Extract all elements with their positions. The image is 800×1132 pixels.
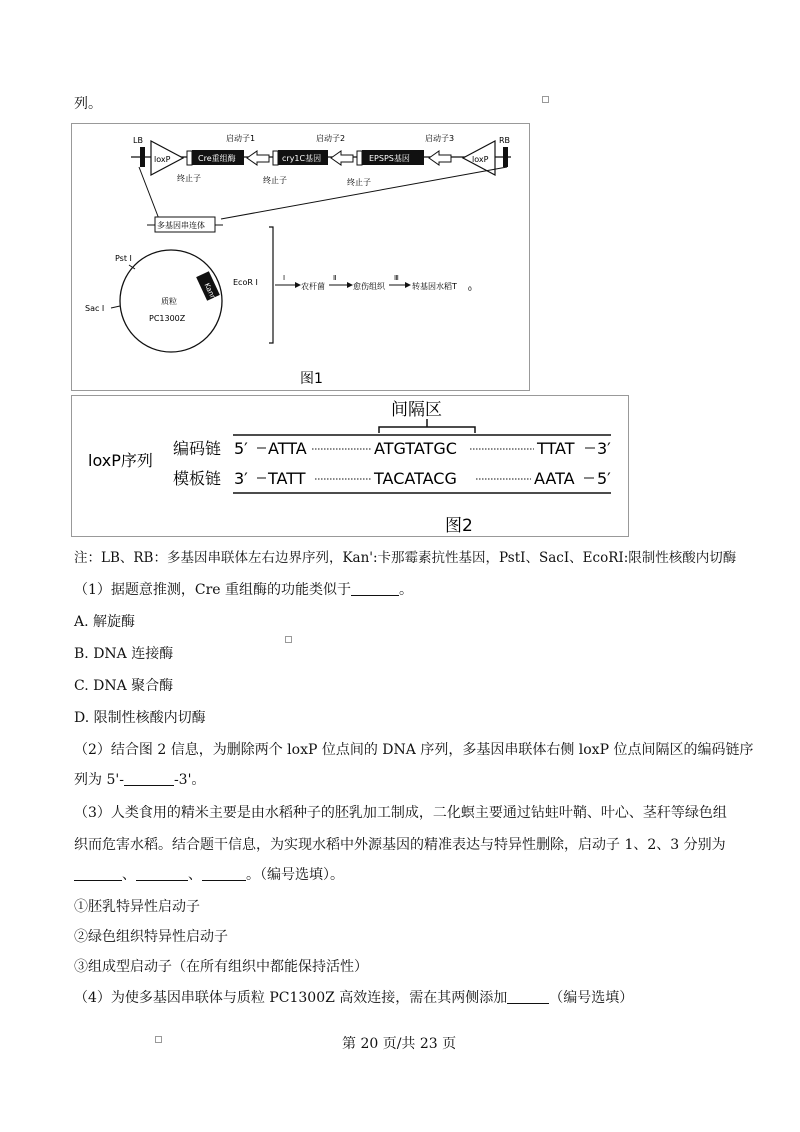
question-1-end: 。 [399, 582, 414, 598]
terminator3-label: 终止子 [347, 178, 371, 187]
agro-label: 农杆菌 [301, 282, 325, 291]
lb-label: LB [133, 136, 143, 145]
rice-subscript: 0 [468, 286, 472, 293]
plasmid-label-2: PC1300Z [149, 314, 186, 323]
promoter1-label: 启动子1 [226, 134, 256, 143]
question-3-end: 。（编号选填）。 [246, 867, 344, 883]
page-footer: 第 20 页/共 23 页 [342, 1036, 457, 1052]
answer-blank-3c[interactable] [202, 866, 246, 881]
question-2-prefix: 列为 5'- [74, 772, 124, 788]
question-4 [74, 988, 633, 1008]
rb-box [503, 147, 508, 167]
coding-seq-b: ATGTATGC [374, 439, 457, 458]
answer-blank-2[interactable] [124, 771, 174, 786]
coding-seq-c: TTAT [537, 439, 575, 458]
question-3-line-2: 织而危害水稻。结合题干信息，为实现水稻中外源基因的精准表达与特异性删除，启动子 1、2、3 分别为 [74, 837, 726, 853]
template-seq-c: AATA [534, 469, 575, 488]
coding-seq-a: ATTA [268, 439, 307, 458]
corner-mark-top [542, 96, 549, 103]
step3-label: Ⅲ [394, 274, 399, 282]
step2-label: Ⅱ [333, 274, 337, 282]
figure-2-diagram [71, 395, 629, 537]
template-3p: 3′ [234, 469, 248, 488]
top-fragment: 列。 [74, 96, 102, 112]
tandem-label: 多基因串连体 [157, 221, 205, 230]
question-2-line-2 [74, 770, 205, 790]
rb-label: RB [499, 136, 511, 145]
figure-1-diagram [71, 123, 530, 391]
option-a: A. 解旋酶 [74, 614, 136, 630]
psti-label: Pst Ⅰ [115, 254, 132, 263]
answer-blank-3a[interactable] [74, 866, 122, 881]
answer-blank-1[interactable] [351, 581, 399, 596]
ecori-label: EcoR Ⅰ [233, 278, 258, 287]
question-4-text: （4）为使多基因串联体与质粒 PC1300Z 高效连接，需在其两侧添加 [74, 990, 508, 1006]
question-4-end: （编号选填） [549, 990, 634, 1006]
interval-label: 间隔区 [391, 400, 442, 420]
rice-label: 转基因水稻T [412, 282, 457, 291]
loxp-right-label: loxP [472, 155, 489, 164]
question-1 [74, 580, 413, 600]
option-b: B. DNA 连接酶 [74, 646, 174, 662]
option-d: D. 限制性核酸内切酶 [74, 710, 206, 726]
template-seq-b: TACATACG [374, 469, 457, 488]
cre-label: Cre重组酶 [198, 154, 236, 163]
coding-5p: 5′ [234, 439, 248, 458]
kan-label: Kanr [202, 281, 217, 300]
question-2-line-1: （2）结合图 2 信息，为删除两个 loxP 位点间的 DNA 序列，多基因串联体右侧 loxP 位点间隔区的编码链序 [74, 742, 754, 758]
fig1-caption: 图1 [300, 371, 323, 387]
lb-box [140, 147, 145, 167]
answer-blank-4[interactable] [507, 989, 549, 1004]
option-c: C. DNA 聚合酶 [74, 678, 174, 694]
promoter2-label: 启动子2 [316, 134, 346, 143]
epsps-label: EPSPS基因 [369, 154, 410, 163]
terminator2-label: 终止子 [263, 176, 287, 185]
answer-blank-3b[interactable] [136, 866, 188, 881]
terminator3-box [357, 151, 362, 165]
terminator2-box [273, 151, 278, 165]
figure-1 [71, 123, 530, 391]
question-3-line-3 [74, 865, 344, 885]
plasmid-label-1: 质粒 [161, 297, 177, 306]
template-strand-label: 模板链 [173, 469, 222, 488]
fig2-caption: 图2 [445, 516, 473, 536]
saci-label: Sac Ⅰ [85, 304, 105, 313]
terminator1-box [187, 151, 192, 165]
question-3-line-1: （3）人类食用的精米主要是由水稻种子的胚乳加工制成，二化螟主要通过钻蛀叶鞘、叶心、茎秆等绿色组 [74, 805, 727, 821]
question-2-suffix: -3'。 [173, 772, 206, 788]
terminator1-label: 终止子 [177, 174, 201, 183]
loxp-seq-label: loxP序列 [88, 451, 153, 470]
coding-3p: 3′ [597, 439, 611, 458]
corner-mark-mid [285, 636, 292, 643]
question-1-text: （1）据题意推测，Cre 重组酶的功能类似于 [74, 582, 352, 598]
corner-mark-bottom [155, 1036, 162, 1043]
cry-label: cry1C基因 [282, 154, 322, 163]
promoter3-label: 启动子3 [425, 134, 455, 143]
choice-1: ①胚乳特异性启动子 [74, 899, 200, 915]
choice-3: ③组成型启动子（在所有组织中都能保持活性） [74, 959, 368, 975]
step1-label: Ⅰ [283, 274, 286, 282]
sep-2: 、 [188, 867, 202, 883]
coding-strand-label: 编码链 [173, 439, 222, 458]
note-line: 注：LB、RB：多基因串联体左右边界序列，Kan':卡那霉素抗性基因，PstI、SacI、EcoRI:限制性核酸内切酶 [74, 550, 737, 566]
callus-label: 愈伤组织 [353, 282, 385, 291]
loxp-left-label: loxP [154, 155, 171, 164]
template-5p: 5′ [597, 469, 611, 488]
template-seq-a: TATT [268, 469, 306, 488]
figure-2 [71, 395, 629, 537]
sep-1: 、 [122, 867, 136, 883]
choice-2: ②绿色组织特异性启动子 [74, 929, 228, 945]
